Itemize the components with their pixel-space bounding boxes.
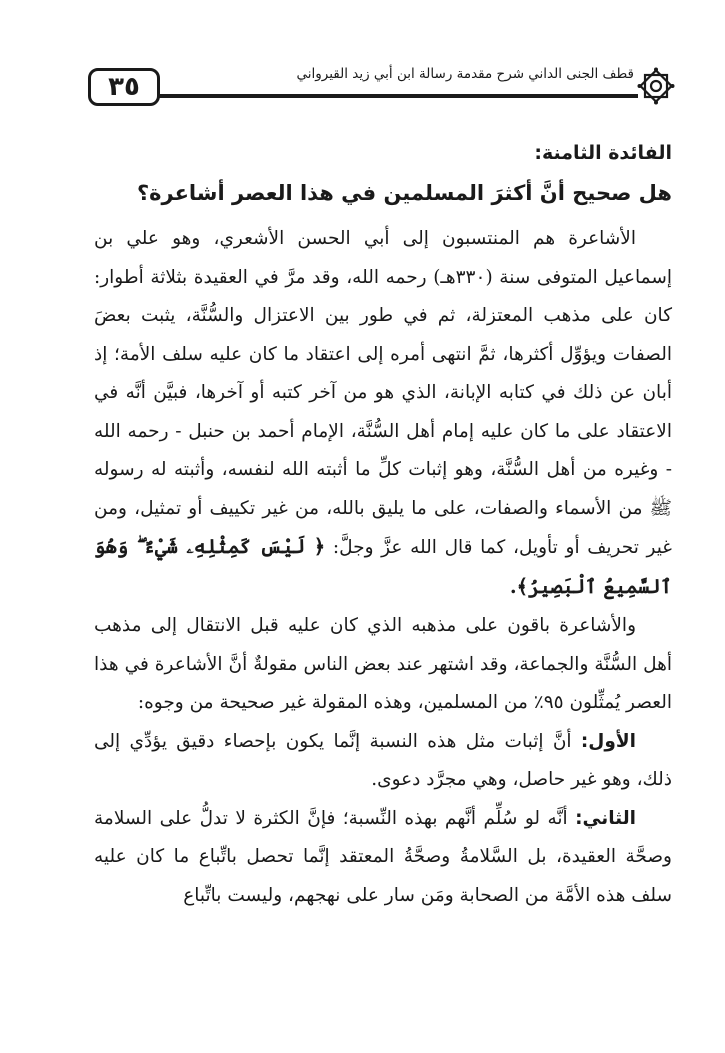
- question-heading: هل صحيح أنَّ أكثرَ المسلمين في هذا العصر أشاعرة؟: [136, 181, 672, 205]
- quran-verse: ﴿ لَيْسَ كَمِثْلِهِۦ شَيْءٌ ۖ وَهُوَ ٱلسَّمِيعُ ٱلْبَصِيرُ﴾.: [94, 535, 672, 598]
- page-body: [94, 138, 672, 915]
- paragraph-ashaira-intro: [94, 220, 672, 607]
- point-second: [94, 800, 672, 916]
- paragraph-claim: والأشاعرة باقون على مذهبه الذي كان عليه قبل الانتقال إلى مذهب أهل السُّنَّة والجماعة، وقد اشتهر عند بعض الناس مقولةٌ أنَّ الأشاعرة في هذا العصر يُمثِّلون ٩٥٪ من المسلمين، وهذه المقولة غير صحيحة من وجوه:: [94, 615, 672, 713]
- point-text: أنَّ إثبات مثل هذه النسبة إنَّما يكون بإحصاء دقيق يؤدِّي إلى ذلك، وهو غير حاصل، وهي مجرَّد دعوى.: [94, 730, 672, 790]
- running-title: قطف الجنى الداني شرح مقدمة رسالة ابن أبي زيد القيرواني: [296, 66, 634, 82]
- section-heading: الفائدة الثامنة:: [534, 142, 672, 164]
- paragraph-text: الأشاعرة هم المنتسبون إلى أبي الحسن الأشعري، وهو علي بن إسماعيل المتوفى سنة (٣٣٠هـ) رحمه الله، وقد مرَّ في العقيدة بثلاثة أطوار: كان على مذهب المعتزلة، ثم في طور بين الاعتزال والسُّنَّة، يثبت بعضَ الصفات ويؤوِّل أكثرها، ثمَّ انتهى أمره إلى اعتقاد ما كان عليه سلف الأمة؛ إذ أبان عن ذلك في كتابه الإبانة، الذي هو من آخر كتبه أو آخرها، فبيَّن أنَّه في الاعتقاد على ما كان عليه إمام أهل السُّنَّة، الإمام أحمد بن حنبل - رحمه الله - وغيره من أهل السُّنَّة، وهو إثبات كلِّ ما أثبته الله لنفسه، وأثبته له رسوله ﷺ من الأسماء والصفات، على ما يليق بالله، من غير تكييف أو تمثيل، ومن غير تحريف أو تأويل، كما قال الله عزَّ وجلَّ:: [94, 228, 672, 558]
- star-ornament-icon: [636, 66, 676, 106]
- point-label: الأول:: [580, 730, 636, 752]
- point-text: أنَّه لو سُلِّم أنَّهم بهذه النِّسبة؛ فإنَّ الكثرة لا تدلُّ على السلامة وصحَّة العقيدة، بل السَّلامةُ وصحَّةُ المعتقد إنَّما تحصل باتِّباع ما كان عليه سلف هذه الأمَّة من الصحابة ومَن سار على نهجهم، وليست باتِّباع: [94, 807, 672, 906]
- point-first: [94, 723, 672, 800]
- header-rule: [158, 94, 638, 98]
- page-number: ٣٥: [88, 68, 160, 106]
- page-header: [88, 58, 678, 108]
- point-label: الثاني:: [575, 807, 636, 829]
